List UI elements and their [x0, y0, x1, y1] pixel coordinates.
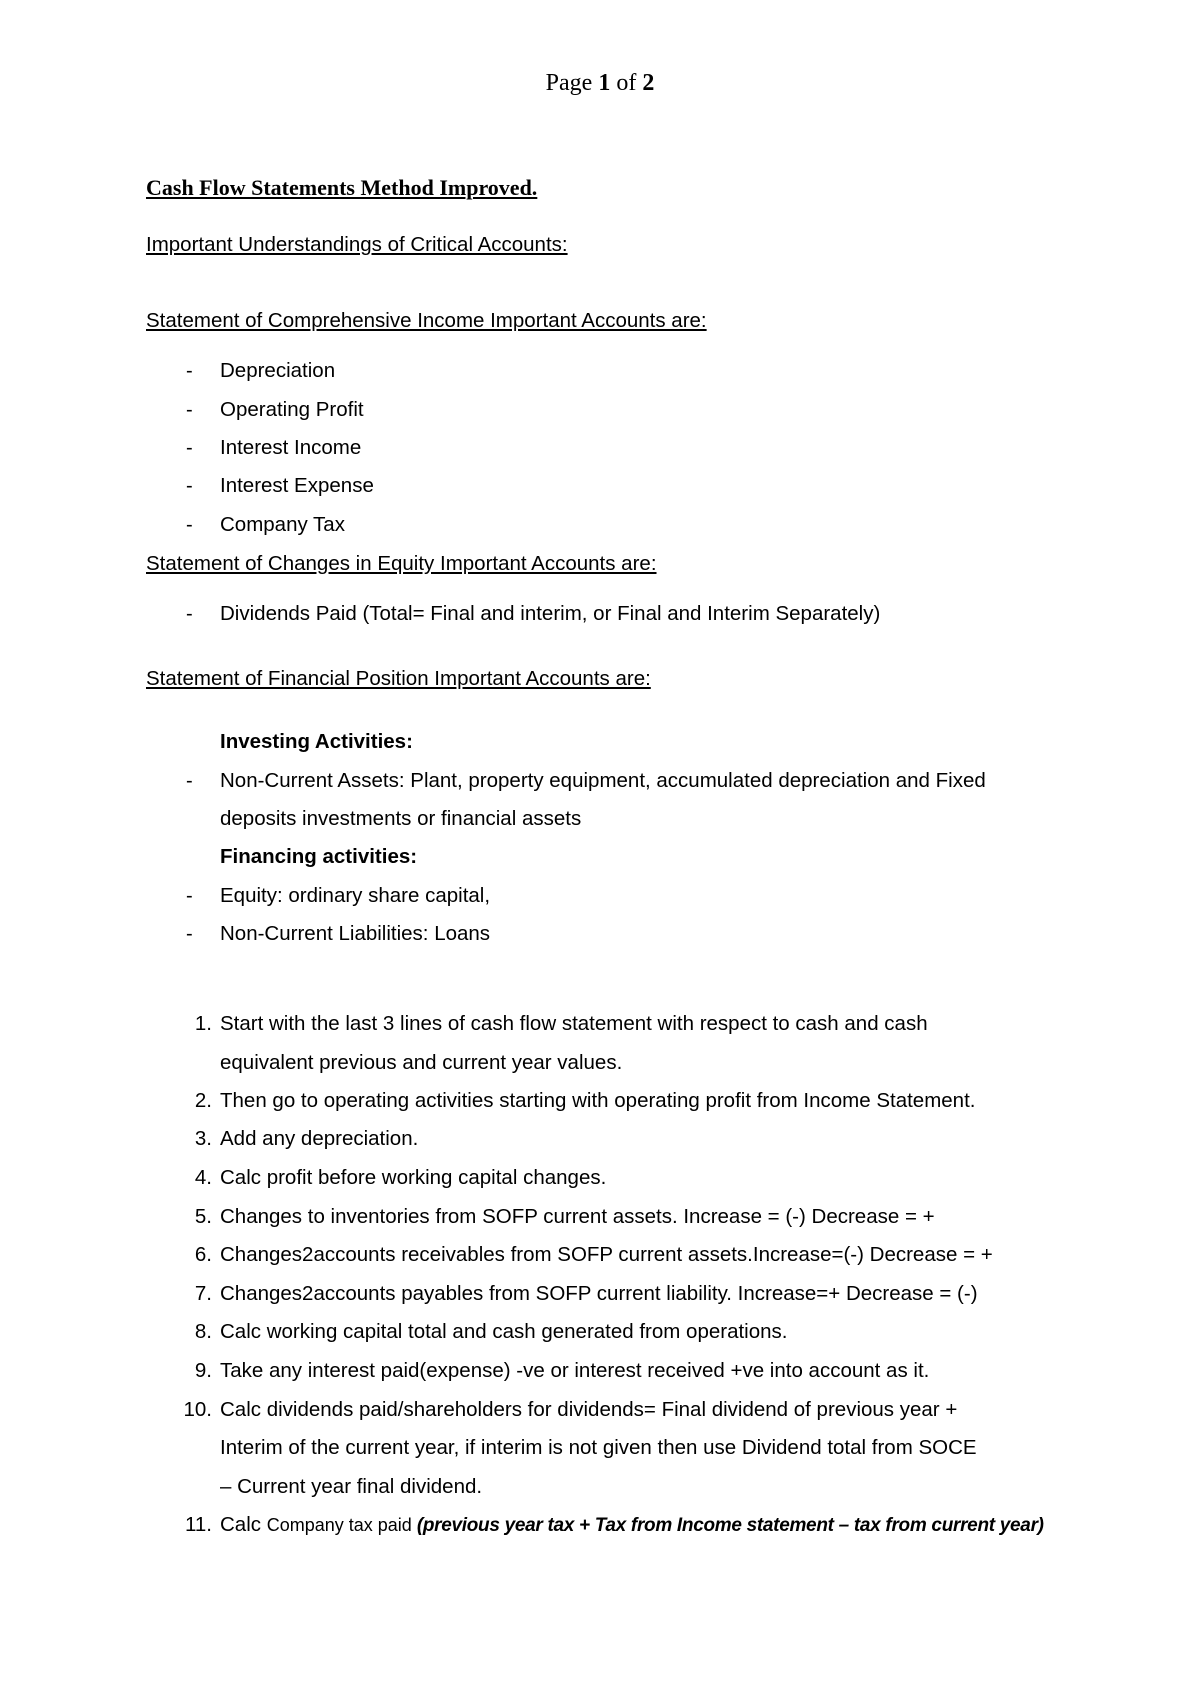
step-number: 1. [194, 1012, 212, 1035]
step-number: 6. [194, 1243, 212, 1266]
step-text: Calc profit before working capital changes. [220, 1166, 607, 1189]
investing-item-line: Non-Current Assets: Plant, property equipment, accumulated depreciation and Fixed [220, 769, 986, 792]
bullet-dash: - [186, 923, 193, 945]
step-text: Changes2accounts receivables from SOFP current assets.Increase=(-) Decrease = + [220, 1243, 993, 1266]
bullet-dash: - [186, 475, 193, 497]
page-label: Page [545, 70, 593, 96]
page-current: 1 [598, 70, 611, 96]
bullet-dash: - [186, 770, 193, 792]
step-text: Changes2accounts payables from SOFP current liability. Increase=+ Decrease = (-) [220, 1282, 978, 1305]
soce-item: Dividends Paid (Total= Final and interim, or Final and Interim Separately) [220, 602, 881, 625]
bullet-dash: - [186, 399, 193, 421]
bullet-dash: - [186, 885, 193, 907]
step-number: 7. [194, 1282, 212, 1305]
step-number: 2. [194, 1089, 212, 1112]
step-text: Take any interest paid(expense) -ve or interest received +ve into account as it. [220, 1359, 930, 1382]
page-of: of [616, 70, 637, 96]
step-text: Then go to operating activities starting with operating profit from Income Statement. [220, 1089, 976, 1112]
step-text: equivalent previous and current year values. [220, 1051, 623, 1074]
step11-narrow: Company tax paid [266, 1515, 417, 1535]
document-title: Cash Flow Statements Method Improved. [146, 175, 538, 200]
step-number: 11. [185, 1513, 212, 1536]
investing-item-line: deposits investments or financial assets [220, 807, 582, 830]
soci-item: Operating Profit [220, 398, 364, 421]
step-number: 10. [183, 1398, 212, 1421]
step-number: 9. [194, 1359, 212, 1382]
page-header [0, 70, 1200, 97]
soci-item: Interest Income [220, 436, 362, 459]
step-text: Calc working capital total and cash generated from operations. [220, 1320, 788, 1343]
page-total: 2 [642, 70, 655, 96]
soci-heading: Statement of Comprehensive Income Important Accounts are: [146, 309, 707, 332]
step-number: 4. [194, 1166, 212, 1189]
step-text: Changes to inventories from SOFP current assets. Increase = (-) Decrease = + [220, 1205, 935, 1228]
step-number: 3. [194, 1127, 212, 1150]
subtitle: Important Understandings of Critical Accounts: [146, 233, 568, 256]
step-text: – Current year final dividend. [220, 1475, 483, 1498]
step-text: Start with the last 3 lines of cash flow statement with respect to cash and cash [220, 1012, 928, 1035]
step-number: 8. [194, 1320, 212, 1343]
bullet-dash: - [186, 360, 193, 382]
step-text [220, 1513, 1044, 1537]
investing-heading: Investing Activities: [220, 730, 413, 753]
financing-item: Equity: ordinary share capital, [220, 884, 491, 907]
bullet-dash: - [186, 514, 193, 536]
sofp-heading: Statement of Financial Position Important Accounts are: [146, 667, 651, 690]
financing-heading: Financing activities: [220, 845, 418, 868]
financing-item: Non-Current Liabilities: Loans [220, 922, 491, 945]
soci-item: Interest Expense [220, 474, 374, 497]
step-text: Interim of the current year, if interim is not given then use Dividend total from SOCE [220, 1436, 977, 1459]
step-text: Add any depreciation. [220, 1127, 419, 1150]
step-text: Calc dividends paid/shareholders for dividends= Final dividend of previous year + [220, 1398, 958, 1421]
step-number: 5. [194, 1205, 212, 1228]
soci-item: Company Tax [220, 513, 345, 536]
soci-item: Depreciation [220, 359, 336, 382]
soce-heading: Statement of Changes in Equity Important Accounts are: [146, 552, 657, 575]
bullet-dash: - [186, 603, 193, 625]
step11-emphasis: (previous year tax + Tax from Income statement – tax from current year) [416, 1515, 1044, 1536]
step11-lead: Calc [220, 1513, 267, 1536]
bullet-dash: - [186, 437, 193, 459]
